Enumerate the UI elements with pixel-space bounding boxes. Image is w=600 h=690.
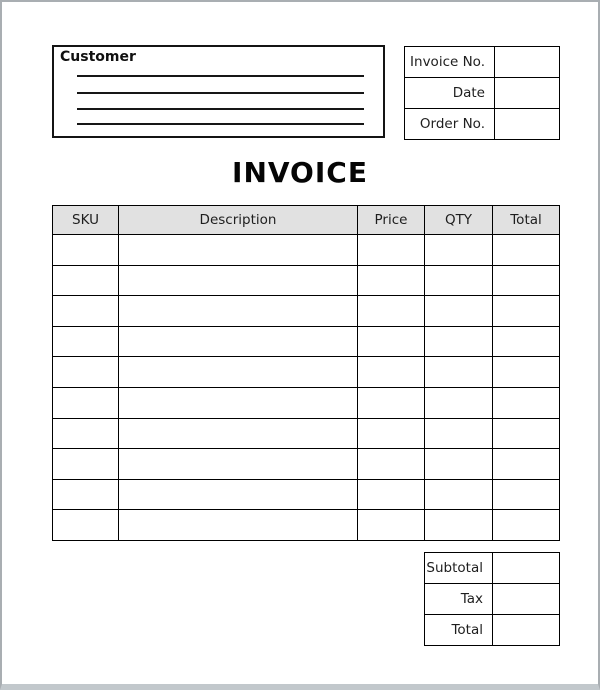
item-cell-empty xyxy=(53,235,119,266)
item-cell-empty xyxy=(425,418,493,449)
item-cell-empty xyxy=(119,296,358,327)
tax-value xyxy=(493,584,560,615)
item-cell-empty xyxy=(493,510,560,541)
item-cell-empty xyxy=(358,357,425,388)
item-cell-empty xyxy=(119,418,358,449)
info-row-invoice-no xyxy=(405,47,560,78)
item-cell-empty xyxy=(493,235,560,266)
date-label: Date xyxy=(405,78,495,109)
item-cell-empty xyxy=(119,265,358,296)
item-cell-empty xyxy=(53,265,119,296)
item-cell-empty xyxy=(53,326,119,357)
item-cell-empty xyxy=(493,449,560,480)
item-cell-empty xyxy=(53,510,119,541)
item-cell-empty xyxy=(493,296,560,327)
item-cell-empty xyxy=(358,479,425,510)
item-row xyxy=(53,479,560,510)
item-cell-empty xyxy=(119,449,358,480)
info-row-date xyxy=(405,78,560,109)
item-cell-empty xyxy=(425,265,493,296)
item-cell-empty xyxy=(119,387,358,418)
column-header-price: Price xyxy=(358,206,425,235)
summary-table xyxy=(424,552,560,646)
item-row xyxy=(53,387,560,418)
item-cell-empty xyxy=(493,418,560,449)
total-label: Total xyxy=(425,615,493,646)
summary-row-subtotal xyxy=(425,553,560,584)
page-title: INVOICE xyxy=(232,156,368,189)
summary-row-total xyxy=(425,615,560,646)
item-row xyxy=(53,418,560,449)
customer-write-line xyxy=(77,75,364,77)
item-cell-empty xyxy=(358,418,425,449)
item-cell-empty xyxy=(119,235,358,266)
date-value xyxy=(495,78,560,109)
item-cell-empty xyxy=(358,326,425,357)
item-cell-empty xyxy=(358,265,425,296)
item-row xyxy=(53,357,560,388)
item-cell-empty xyxy=(425,296,493,327)
item-cell-empty xyxy=(358,296,425,327)
item-cell-empty xyxy=(53,479,119,510)
customer-write-line xyxy=(77,92,364,94)
invoice-info-table xyxy=(404,46,560,140)
customer-write-line xyxy=(77,108,364,110)
customer-box xyxy=(52,45,385,138)
items-body xyxy=(53,235,560,541)
column-header-qty: QTY xyxy=(425,206,493,235)
item-cell-empty xyxy=(493,479,560,510)
item-cell-empty xyxy=(493,326,560,357)
subtotal-value xyxy=(493,553,560,584)
item-row xyxy=(53,265,560,296)
tax-label: Tax xyxy=(425,584,493,615)
item-cell-empty xyxy=(425,357,493,388)
customer-box-label: Customer xyxy=(60,49,136,65)
item-cell-empty xyxy=(358,449,425,480)
invoice-no-value xyxy=(495,47,560,78)
column-header-description: Description xyxy=(119,206,358,235)
item-cell-empty xyxy=(493,265,560,296)
order-no-value xyxy=(495,109,560,140)
item-cell-empty xyxy=(358,235,425,266)
customer-lines xyxy=(54,47,383,136)
item-cell-empty xyxy=(425,387,493,418)
summary-row-tax xyxy=(425,584,560,615)
item-cell-empty xyxy=(53,357,119,388)
item-cell-empty xyxy=(53,418,119,449)
customer-write-line xyxy=(77,123,364,125)
invoice-no-label: Invoice No. xyxy=(405,47,495,78)
item-cell-empty xyxy=(425,449,493,480)
item-cell-empty xyxy=(358,510,425,541)
item-cell-empty xyxy=(119,357,358,388)
item-row xyxy=(53,296,560,327)
item-cell-empty xyxy=(358,387,425,418)
column-header-sku: SKU xyxy=(53,206,119,235)
item-cell-empty xyxy=(425,235,493,266)
item-cell-empty xyxy=(53,387,119,418)
item-row xyxy=(53,326,560,357)
item-row xyxy=(53,235,560,266)
items-header-row xyxy=(53,206,560,235)
total-value xyxy=(493,615,560,646)
item-row xyxy=(53,449,560,480)
order-no-label: Order No. xyxy=(405,109,495,140)
item-cell-empty xyxy=(119,326,358,357)
column-header-total: Total xyxy=(493,206,560,235)
item-cell-empty xyxy=(425,326,493,357)
subtotal-label: Subtotal xyxy=(425,553,493,584)
item-cell-empty xyxy=(53,449,119,480)
item-cell-empty xyxy=(493,387,560,418)
item-cell-empty xyxy=(425,510,493,541)
item-cell-empty xyxy=(425,479,493,510)
info-row-order-no xyxy=(405,109,560,140)
item-cell-empty xyxy=(119,479,358,510)
item-cell-empty xyxy=(119,510,358,541)
items-table xyxy=(52,205,560,541)
item-cell-empty xyxy=(493,357,560,388)
item-row xyxy=(53,510,560,541)
item-cell-empty xyxy=(53,296,119,327)
